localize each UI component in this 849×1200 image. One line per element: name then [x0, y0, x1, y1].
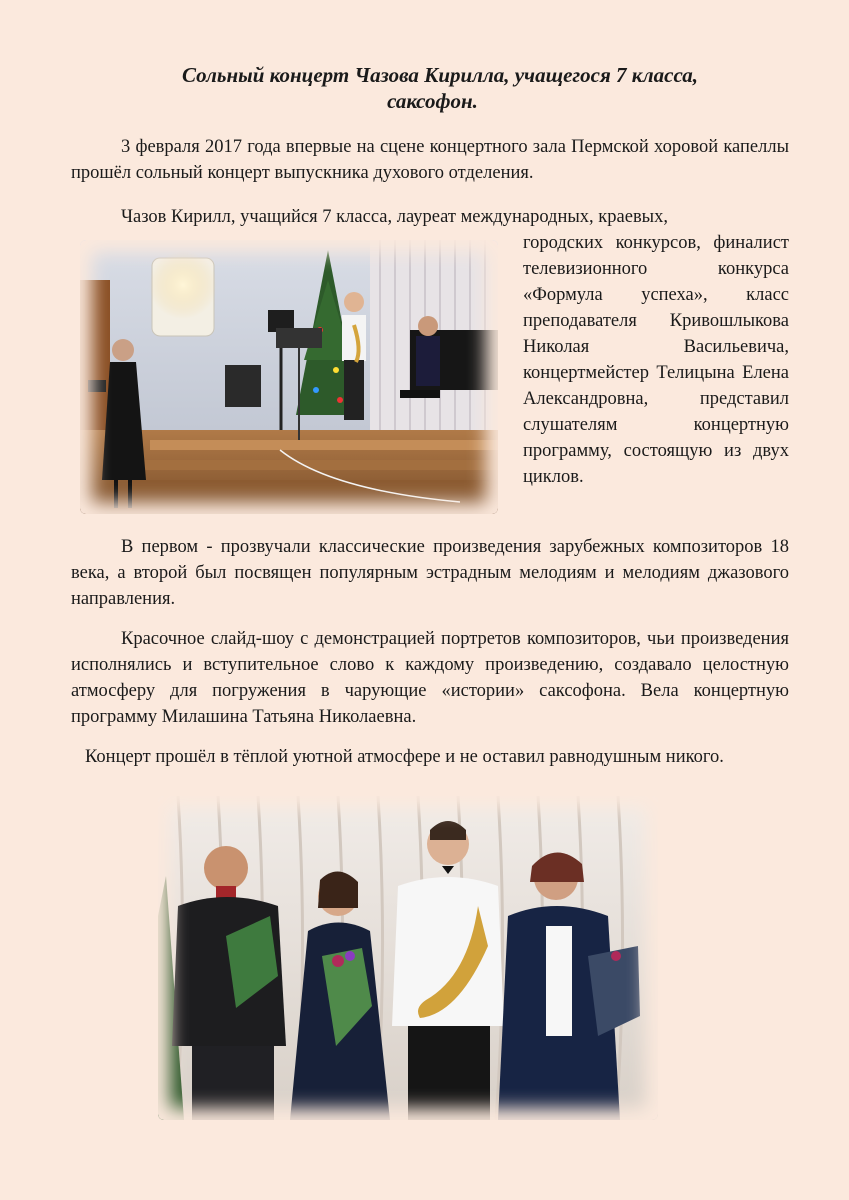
paragraph-slideshow: Красочное слайд-шоу с демонстрацией портретов композиторов, чьи произведения исполнялись и вступительное слово к каждому произведению, создавало целостную атмосферу для погружения в чарующие «истории» саксофона. Вела концертную программу Милашина Татьяна Николаевна.	[71, 629, 789, 727]
paragraph-conclusion: Концерт прошёл в тёплой уютной атмосфере и не оставил равнодушным никого.	[85, 747, 724, 767]
concert-stage-photo	[80, 240, 498, 514]
paragraph-intro: 3 февраля 2017 года впервые на сцене концертного зала Пермской хоровой капеллы прошёл сольный концерт выпускника духового отделения.	[71, 137, 789, 183]
group-portrait-photo	[158, 796, 658, 1120]
title-line-1: Сольный концерт Чазова Кирилла, учащегося 7 класса,	[182, 63, 698, 87]
paragraph-program: В первом - прозвучали классические произведения зарубежных композиторов 18 века, а второй был посвящен популярным эстрадным мелодиям и мелодиям джазового направления.	[71, 537, 789, 609]
paragraph-performer-first-line: Чазов Кирилл, учащийся 7 класса, лауреат международных, краевых,	[121, 207, 668, 227]
page-title	[70, 62, 790, 114]
title-line-2: саксофон.	[387, 89, 478, 113]
paragraph-performer-wrap: городских конкурсов, финалист телевизионного конкурса «Формула успеха», класс преподавателя Кривошлыкова Николая Васильевича, концертмейстер Телицына Елена Александровна, представил слушателям концертную программу, состоящую из двух циклов.	[523, 233, 789, 487]
